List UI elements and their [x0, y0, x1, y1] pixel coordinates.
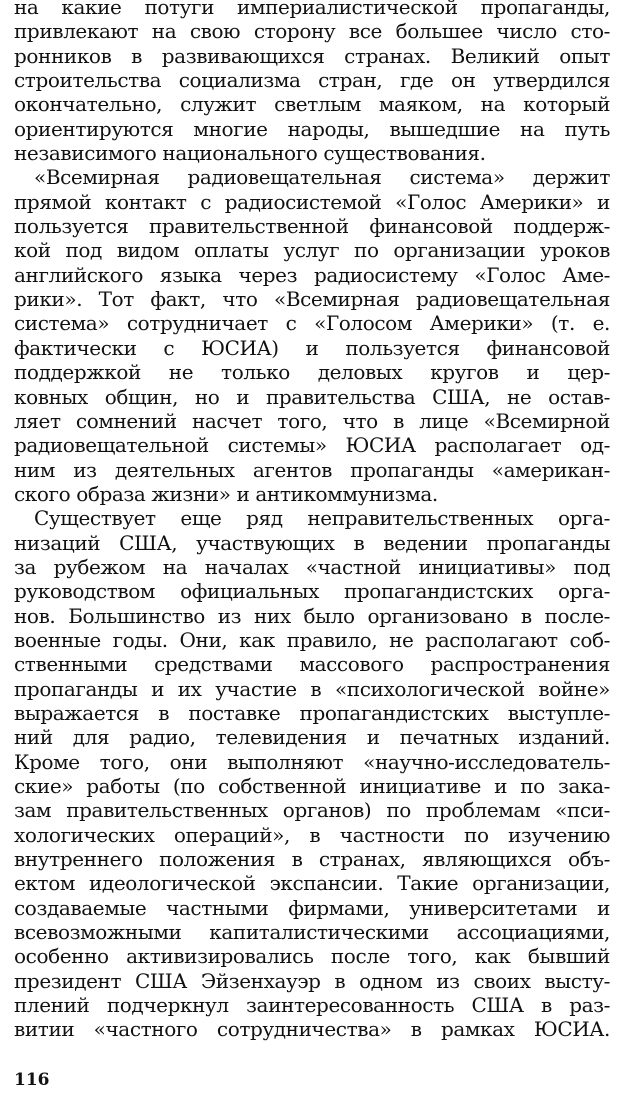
text-line: зам правительственных органов) по проблемам «пси- [14, 798, 610, 823]
text-line: внутреннего положения в странах, являющихся объ- [14, 847, 610, 872]
text-line: привлекают на свою сторону все большее число сто- [14, 19, 610, 44]
text-line: военные годы. Они, как правило, не располагают соб- [14, 627, 610, 652]
text-line: ковных общин, но и правительства США, не остав- [14, 384, 610, 409]
text-line: кой под видом оплаты услуг по организации уроков [14, 238, 610, 263]
text-line: за рубежом на началах «частной инициативы» под [14, 554, 610, 579]
page-text [14, 0, 610, 1042]
text-line: прямой контакт с радиосистемой «Голос Америки» и [14, 189, 610, 214]
paragraph-2 [14, 165, 610, 506]
text-line: ним из деятельных агентов пропаганды «американ- [14, 457, 610, 482]
text-line: плений подчеркнул заинтересованность США в раз- [14, 993, 610, 1018]
text-line: ского образа жизни» и антикоммунизма. [14, 481, 438, 506]
text-line: Кроме того, они выполняют «научно-исследователь- [14, 749, 610, 774]
page-number: 116 [14, 1070, 50, 1090]
text-line: ний для радио, телевидения и печатных изданий. [14, 725, 610, 750]
text-line: пропаганды и их участие в «психологической войне» [14, 676, 610, 701]
text-line: ронников в развивающихся странах. Великий опыт [14, 43, 610, 68]
text-line: окончательно, служит светлым маяком, на который [14, 92, 610, 117]
text-line: строительства социализма стран, где он утвердился [14, 68, 610, 93]
text-line: создаваемые частными фирмами, университетами и [14, 895, 610, 920]
paragraph-1 [14, 0, 610, 165]
text-line: «Всемирная радиовещательная система» держит [34, 165, 610, 190]
text-line: низаций США, участвующих в ведении пропаганды [14, 530, 610, 555]
text-line: хологических операций», в частности по изучению [14, 822, 610, 847]
text-line: поддержкой не только деловых кругов и цер- [14, 360, 610, 385]
text-line: Существует еще ряд неправительственных орга- [34, 506, 610, 531]
text-line: на какие потуги империалистической пропаганды, [14, 0, 610, 19]
paragraph-3 [14, 506, 610, 1042]
text-line: радиовещательной системы» ЮСИА располагает од- [14, 433, 610, 458]
text-line: английского языка через радиосистему «Голос Аме- [14, 262, 610, 287]
text-line: ектом идеологической экспансии. Такие организации, [14, 871, 610, 896]
text-line: независимого национального существования. [14, 141, 486, 166]
text-line: особенно активизировались после того, как бывший [14, 944, 610, 969]
text-line: выражается в поставке пропагандистских выступле- [14, 700, 610, 725]
text-line: фактически с ЮСИА) и пользуется финансовой [14, 335, 610, 360]
text-line: нов. Большинство из них было организовано в после- [14, 603, 610, 628]
text-line: ляет сомнений насчет того, что в лице «Всемирной [14, 408, 610, 433]
text-line: система» сотрудничает с «Голосом Америки» (т. е. [14, 311, 610, 336]
text-line: ориентируются многие народы, вышедшие на путь [14, 116, 610, 141]
text-line: рики». Тот факт, что «Всемирная радиовещательная [14, 287, 610, 312]
text-line: ские» работы (по собственной инициативе и по зака- [14, 774, 610, 798]
text-line: ственными средствами массового распространения [14, 652, 610, 677]
text-line: руководством официальных пропагандистских орга- [14, 579, 610, 604]
text-line: пользуется правительственной финансовой поддерж- [14, 214, 610, 239]
text-line: витии «частного сотрудничества» в рамках ЮСИА. [14, 1017, 610, 1042]
text-line: президент США Эйзенхауэр в одном из своих высту- [14, 968, 610, 993]
text-line: всевозможными капиталистическими ассоциациями, [14, 920, 610, 945]
